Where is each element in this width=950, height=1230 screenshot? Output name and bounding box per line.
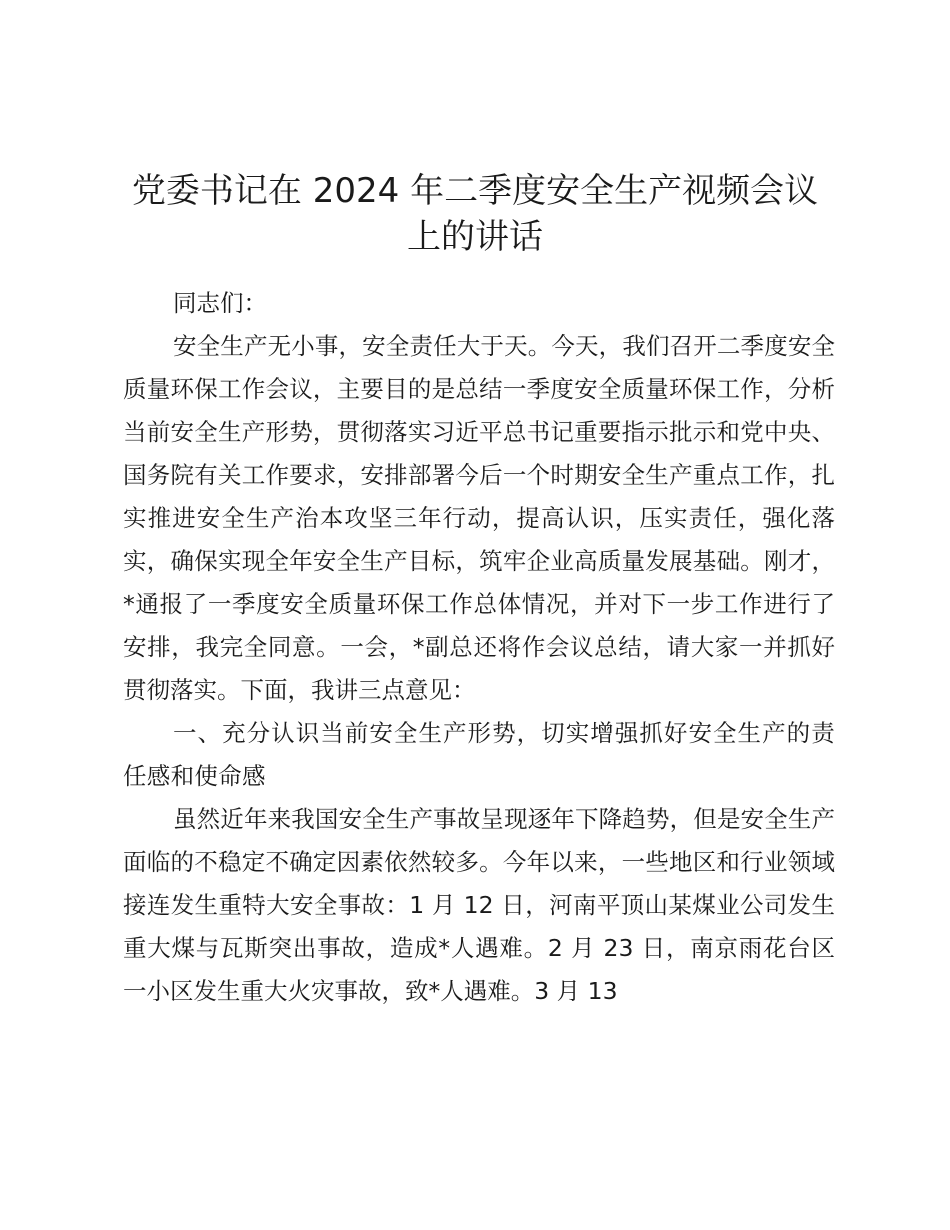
document-title bbox=[120, 168, 830, 260]
section-heading-1: 一、充分认识当前安全生产形势，切实增强抓好安全生产的责任感和使命感 bbox=[123, 719, 835, 790]
section-1-paragraph: 虽然近年来我国安全生产事故呈现逐年下降趋势，但是安全生产面临的不稳定不确定因素依然较多。今年以来，一些地区和行业领域接连发生重特大安全事故：1 月 12 日，河南平顶山某煤业公司发生重大煤与瓦斯突出事故，造成*人遇难。2 月 23 日，南京雨花台区一小区发生重大火灾事故，致*人遇难。3 月 13 bbox=[123, 805, 835, 1005]
title-line-2: 上的讲话 bbox=[407, 217, 543, 257]
salutation: 同志们： bbox=[173, 289, 267, 317]
title-line-1: 党委书记在 2024 年二季度安全生产视频会议 bbox=[131, 171, 819, 211]
document-body bbox=[123, 282, 835, 1013]
intro-paragraph: 安全生产无小事，安全责任大于天。今天，我们召开二季度安全质量环保工作会议，主要目的是总结一季度安全质量环保工作，分析当前安全生产形势，贯彻落实习近平总书记重要指示批示和党中央、国务院有关工作要求，安排部署今后一个时期安全生产重点工作，扎实推进安全生产治本攻坚三年行动，提高认识，压实责任，强化落实，确保实现全年安全生产目标，筑牢企业高质量发展基础。刚才，*通报了一季度安全质量环保工作总体情况，并对下一步工作进行了安排，我完全同意。一会，*副总还将作会议总结，请大家一并抓好贯彻落实。下面，我讲三点意见： bbox=[123, 332, 835, 704]
